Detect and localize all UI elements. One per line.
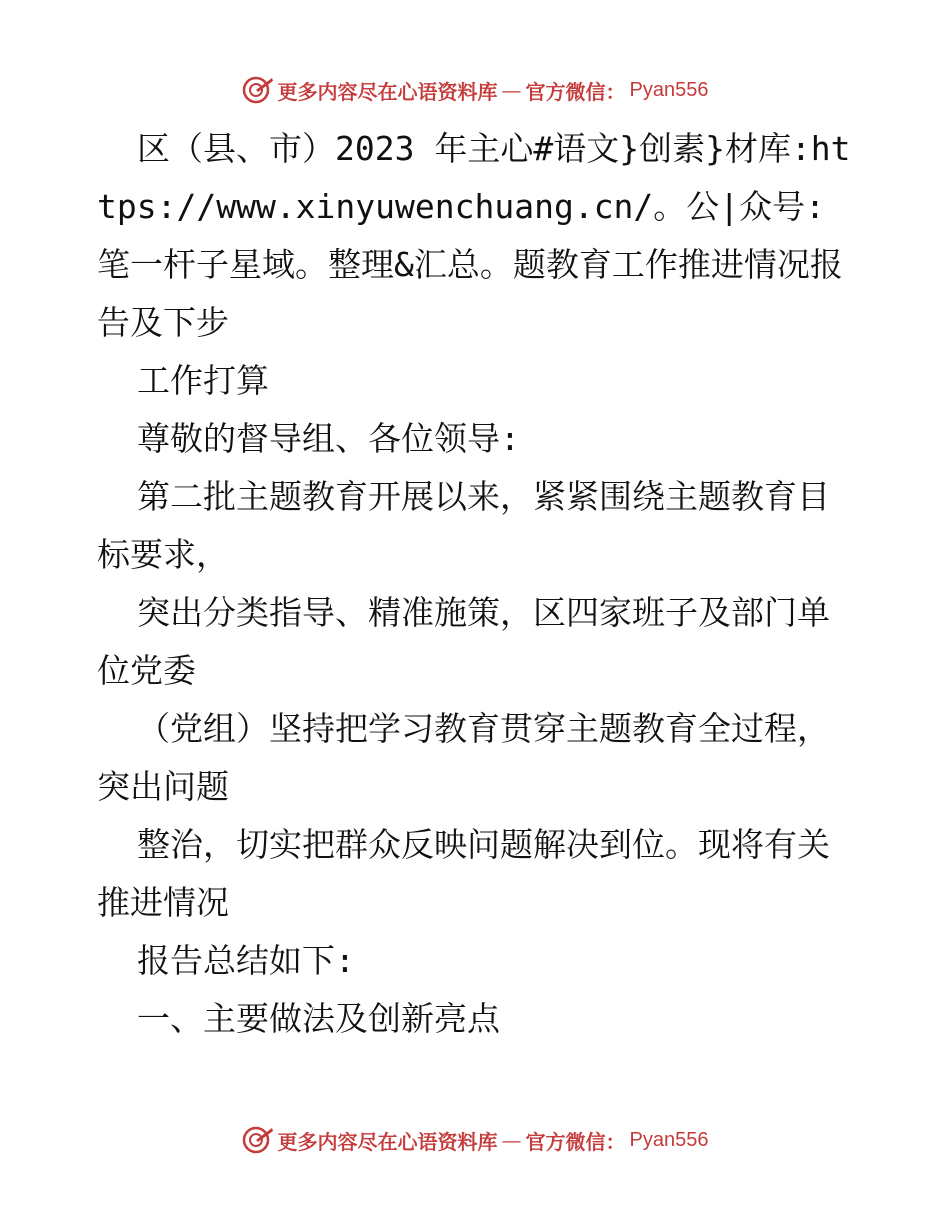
paragraph: 工作打算 [137, 361, 269, 400]
pen-circle-logo-icon [242, 1124, 274, 1156]
section-heading: 一、主要做法及创新亮点 [137, 999, 500, 1038]
banner-label: 官方微信： [525, 1129, 626, 1154]
paragraph: 尊敬的督导组、各位领导: [137, 419, 520, 458]
paragraph: 突出分类指导、精准施策，区四家班子及部门单位党委 [97, 593, 830, 690]
banner-title: 更多内容尽在心语资料库 [277, 1129, 498, 1154]
banner-content [242, 74, 709, 106]
paragraph: 整治，切实把群众反映问题解决到位。现将有关推进情况 [97, 825, 830, 922]
footer-watermark-banner [0, 1120, 950, 1160]
header-watermark-banner [0, 70, 950, 110]
banner-wechat-id: Pyan556 [629, 1128, 709, 1151]
banner-content [242, 1124, 709, 1156]
banner-title: 更多内容尽在心语资料库 [277, 79, 498, 104]
paragraph: 第二批主题教育开展以来，紧紧围绕主题教育目标要求， [97, 477, 830, 574]
banner-wechat-id: Pyan556 [629, 78, 709, 101]
paragraph: 区（县、市）2023 年主心#语文}创素}材库:https://www.xinyuwenchuang.cn/。公|众号: 笔一杆子星域。整理&汇总。题教育工作推进情况报告及下步 [97, 129, 851, 342]
pen-circle-logo-icon [242, 74, 274, 106]
banner-label: 官方微信： [525, 79, 626, 104]
banner-dash: — [501, 1128, 522, 1152]
paragraph: 报告总结如下: [137, 941, 355, 980]
paragraph: （党组）坚持把学习教育贯穿主题教育全过程，突出问题 [97, 709, 830, 806]
banner-dash: — [501, 78, 522, 102]
document-body [97, 120, 857, 1048]
